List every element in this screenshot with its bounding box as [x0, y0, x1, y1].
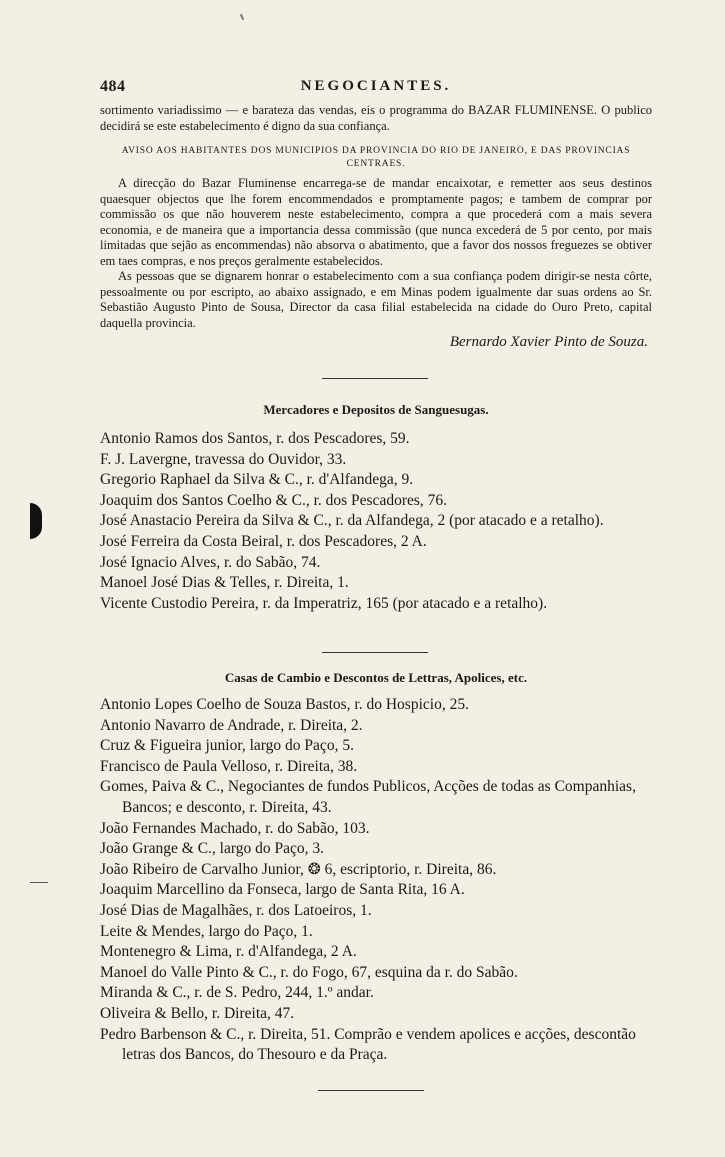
list-item: Pedro Barbenson & C., r. Direita, 51. Comprão e vendem apolices e acções, descontão letras dos Bancos, do Thesouro e da Praça.	[100, 1025, 636, 1064]
list-item: Joaquim dos Santos Coelho & C., r. dos Pescadores, 76.	[100, 491, 448, 509]
notice-paragraph: A direcção do Bazar Fluminense encarrega-se de mandar encaixotar, e remetter aos seus destinos quaesquer objectos que lhe forem encommendados e promptamente pagos; e tambem de comprar por commissão os que não houverem neste estabelecimento, compra a que procederá com a mais severa economia, e de maneira que a importancia dessa commissão (que nunca excederá de 5 por cento, por mais limitadas que sejão as encommendas) não absorva o abatimento, que a favor dos nossos freguezes se obtiver em taes compras, e nos preços geralmente estabelecidos.	[100, 176, 652, 268]
list-item: João Ribeiro de Carvalho Junior, ❂ 6, escriptorio, r. Direita, 86.	[100, 860, 497, 878]
list-item: Leite & Mendes, largo do Paço, 1.	[100, 922, 313, 940]
list-item: Joaquim Marcellino da Fonseca, largo de Santa Rita, 16 A.	[100, 881, 465, 899]
list-item: Cruz & Figueira junior, largo do Paço, 5.	[100, 737, 354, 755]
list-item: José Dias de Magalhães, r. dos Latoeiros, 1.	[100, 901, 372, 919]
intro-paragraph: sortimento variadissimo — e barateza das vendas, eis o programma do BAZAR FLUMINENSE. O publico decidirá se este estabelecimento é digno da sua confiança.	[100, 103, 652, 133]
list-item: Antonio Lopes Coelho de Souza Bastos, r. do Hospicio, 25.	[100, 696, 469, 713]
running-head: NEGOCIANTES.	[300, 78, 452, 94]
page-edge-mark	[30, 503, 42, 539]
notice-title: AVISO AOS HABITANTES DOS MUNICIPIOS DA PROVINCIA DO RIO DE JANEIRO, E DAS PROVINCIAS CENTRAES.	[121, 146, 631, 169]
section-title-sanguesugas: Mercadores e Depositos de Sanguesugas.	[263, 402, 489, 417]
section-divider	[318, 1090, 424, 1091]
page-number: 484	[100, 78, 126, 95]
list-item: João Fernandes Machado, r. do Sabão, 103.	[100, 819, 370, 837]
list-item: Montenegro & Lima, r. d'Alfandega, 2 A.	[100, 943, 357, 961]
list-item: João Grange & C., largo do Paço, 3.	[100, 840, 324, 858]
list-item: Manoel José Dias & Telles, r. Direita, 1.	[100, 574, 349, 592]
list-item: Manoel do Valle Pinto & C., r. do Fogo, 67, esquina da r. do Sabão.	[100, 963, 518, 981]
list-item: José Anastacio Pereira da Silva & C., r. da Alfandega, 2 (por atacado e a retalho).	[100, 512, 604, 530]
list-item: F. J. Lavergne, travessa do Ouvidor, 33.	[100, 450, 347, 468]
list-item: Francisco de Paula Velloso, r. Direita, 38.	[100, 757, 358, 775]
ink-speck	[240, 14, 244, 20]
intro-block	[100, 103, 652, 134]
list-item: Oliveira & Bello, r. Direita, 47.	[100, 1004, 295, 1022]
list-item: Gomes, Paiva & C., Negociantes de fundos Publicos, Acções de todas as Companhias, Bancos; e desconto, r. Direita, 43.	[100, 778, 636, 816]
section-title-cambio: Casas de Cambio e Descontos de Lettras, Apolices, etc.	[224, 670, 528, 685]
notice-paragraph: As pessoas que se dignarem honrar o estabelecimento com a sua confiança podem dirigir-se nesta côrte, pessoalmente ou por escripto, ao abaixo assignado, e em Minas podem igualmente dar suas ordens ao Sr. Sebastião Augusto Pinto de Sousa, Director da casa filial estabelecida na cidade do Ouro Preto, capital daquella provincia.	[100, 269, 652, 330]
list-item: José Ferreira da Costa Beiral, r. dos Pescadores, 2 A.	[100, 532, 427, 550]
list-item: José Ignacio Alves, r. do Sabão, 74.	[100, 553, 321, 571]
margin-dash	[30, 882, 48, 883]
list-item: Antonio Navarro de Andrade, r. Direita, 2.	[100, 716, 363, 734]
list-item: Antonio Ramos dos Santos, r. dos Pescadores, 59.	[100, 430, 410, 447]
list-item: Miranda & C., r. de S. Pedro, 244, 1.º andar.	[100, 984, 374, 1002]
section-divider	[322, 652, 428, 653]
sanguesugas-list	[100, 429, 655, 614]
page-header	[100, 78, 652, 100]
signature: Bernardo Xavier Pinto de Souza.	[449, 334, 648, 350]
notice-block	[100, 145, 652, 351]
list-item: Gregorio Raphael da Silva & C., r. d'Alfandega, 9.	[100, 471, 414, 489]
cambio-list	[100, 695, 655, 1066]
list-item: Vicente Custodio Pereira, r. da Imperatriz, 165 (por atacado e a retalho).	[100, 594, 548, 612]
section-divider	[322, 378, 428, 379]
